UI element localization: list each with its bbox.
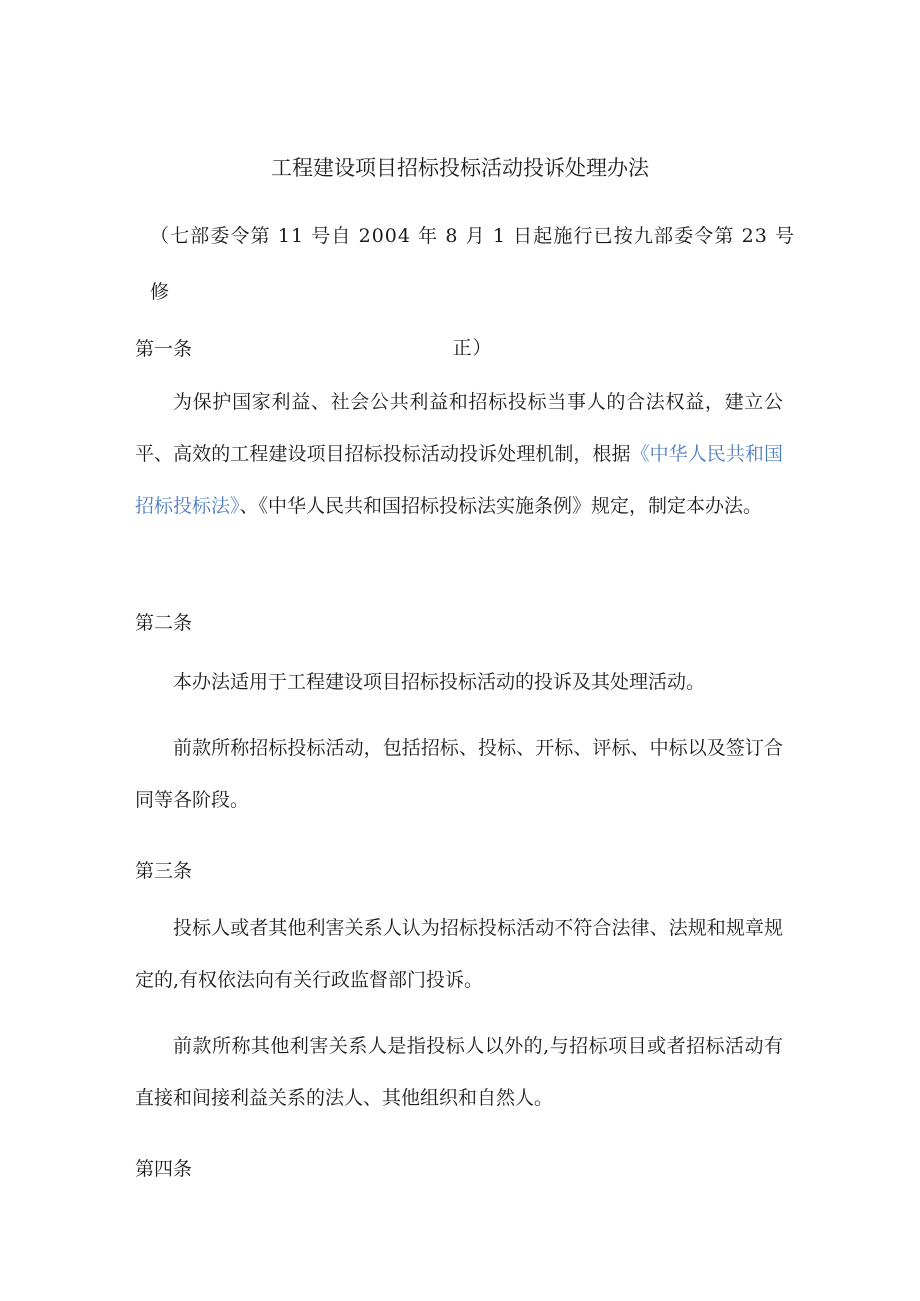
article-3-paragraph-1: 投标人或者其他利害关系人认为招标投标活动不符合法律、法规和规章规定的,有权依法向有关行政监督部门投诉。 bbox=[135, 917, 783, 991]
article-1-text-a: 为保护国家利益、社会公共利益和招标投标当事人的合法权益，建立公平、高效的工程建设项目招标投标活动投诉处理机制，根据 bbox=[135, 391, 783, 465]
document-title: 工程建设项目招标投标活动投诉处理办法 bbox=[271, 156, 649, 180]
article-3-heading: 第三条 bbox=[135, 860, 193, 882]
article-2-paragraph-2: 前款所称招标投标活动，包括招标、投标、开标、评标、中标以及签订合同等各阶段。 bbox=[135, 737, 783, 811]
article-1-paragraph bbox=[135, 376, 783, 532]
subtitle-line-2: 正） bbox=[452, 337, 493, 359]
article-1-heading: 第一条 bbox=[135, 338, 193, 360]
article-2-heading: 第二条 bbox=[135, 612, 193, 634]
tendering-law-link[interactable]: 《中华人民共和国招标投标法》 bbox=[135, 443, 783, 517]
article-3-paragraph-2: 前款所称其他利害关系人是指投标人以外的,与招标项目或者招标活动有直接和间接利益关系的法人、其他组织和自然人。 bbox=[135, 1035, 783, 1109]
article-2-paragraph-1: 本办法适用于工程建设项目招标投标活动的投诉及其处理活动。 bbox=[173, 671, 706, 693]
article-4-heading: 第四条 bbox=[135, 1158, 193, 1180]
document-subtitle bbox=[150, 208, 795, 376]
article-1-text-b: 、《中华人民共和国招标投标法实施条例》规定，制定本办法。 bbox=[239, 495, 763, 517]
subtitle-line-1: （七部委令第 11 号自 2004 年 8 月 1 日起施行已按九部委令第 23 号修 bbox=[150, 225, 795, 303]
